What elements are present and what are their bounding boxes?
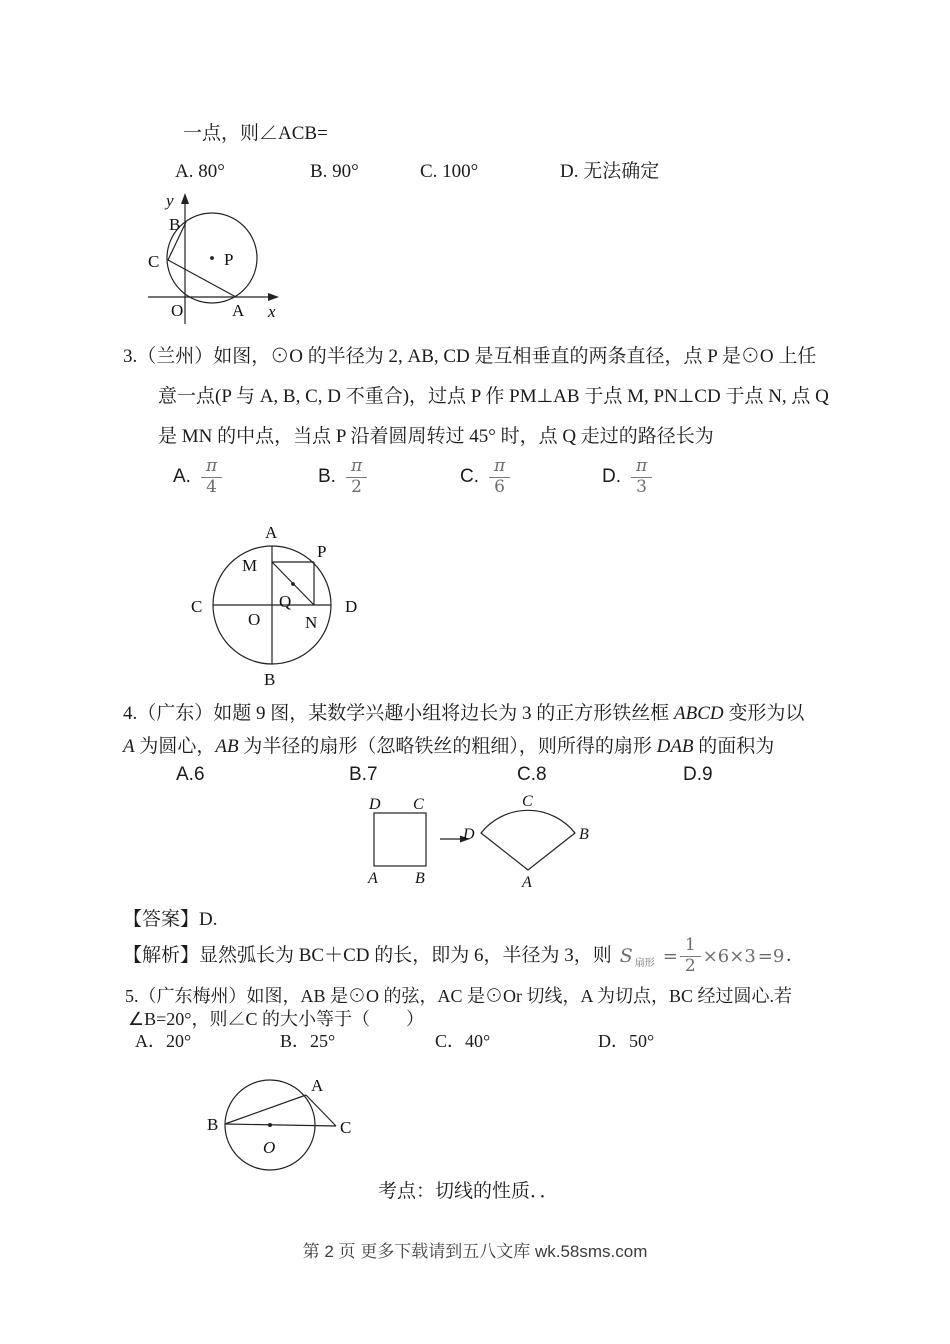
label-P: P	[317, 542, 327, 561]
q3-option-b-denominator: 2	[351, 476, 362, 497]
label-M: M	[242, 556, 258, 575]
q3-option-a-denominator: 4	[206, 476, 217, 497]
label-O: O	[263, 1138, 276, 1157]
label-square-C: C	[413, 796, 424, 813]
label-sector-D: D	[463, 826, 475, 843]
q4-line1-tail: 变形为以	[723, 703, 805, 724]
q4-line2-text3: 的面积为	[693, 736, 775, 757]
q3-option-c-numerator: π	[489, 458, 510, 478]
label-C: C	[148, 252, 160, 271]
q4-line2-text1: 为圆心，	[134, 736, 216, 757]
formula-subscript: 扇形	[634, 957, 655, 969]
q3-option-d-label: D.	[602, 466, 621, 488]
label-y-axis: y	[166, 191, 174, 210]
label-A: A	[232, 301, 245, 320]
analysis-line	[123, 932, 791, 980]
q4-option-a: A.6	[176, 764, 205, 785]
q3-line2: 意一点(P 与 A, B, C, D 不重合)，过点 P 作 PM⊥AB 于点 M, PN⊥CD 于点 N, 点 Q	[158, 386, 829, 407]
q3-line3: 是 MN 的中点，当点 P 沿着圆周转过 45° 时，点 Q 走过的路径长为	[158, 426, 714, 447]
q3-option-a	[173, 458, 222, 497]
exam-point-note: 考点：切线的性质．．	[378, 1181, 559, 1202]
label-B: B	[207, 1115, 219, 1134]
label-D: D	[345, 597, 358, 616]
formula-equals: =	[662, 945, 678, 967]
q3-option-d-numerator: π	[631, 458, 652, 478]
q4-line2-ab: AB	[215, 736, 239, 757]
diagram-tangent-circle	[205, 1062, 370, 1192]
q2-option-d: D. 无法确定	[560, 161, 660, 182]
diagram-perpendicular-diameters	[185, 518, 365, 693]
formula-result: =9	[757, 945, 785, 967]
q2-stem: 一点，则∠ACB=	[183, 123, 328, 144]
label-A: A	[265, 523, 278, 542]
q4-option-c: C.8	[517, 764, 547, 785]
analysis-prefix: 【解析】显然弧长为 BC＋CD 的长，即为 6，半径为 3，则	[123, 945, 612, 967]
label-square-A: A	[368, 870, 378, 887]
label-Q: Q	[279, 592, 292, 611]
q3-option-b-numerator: π	[346, 458, 367, 478]
q3-option-a-numerator: π	[201, 458, 222, 478]
label-A: A	[311, 1076, 324, 1095]
label-O: O	[248, 610, 261, 629]
q3-option-b	[318, 458, 367, 497]
label-B: B	[264, 670, 276, 689]
q2-option-a: A. 80°	[175, 161, 225, 182]
q3-option-c-denominator: 6	[494, 476, 505, 497]
q4-option-b: B.7	[349, 764, 378, 785]
q4-line2-a: A	[123, 736, 135, 757]
label-C: C	[191, 597, 203, 616]
label-O: O	[171, 301, 184, 320]
q4-option-d: D.9	[683, 764, 713, 785]
q4-line1-text: 4.（广东）如题 9 图，某数学兴趣小组将边长为 3 的正方形铁丝框	[123, 703, 675, 724]
label-x-axis: x	[268, 302, 276, 321]
q3-option-d-denominator: 3	[636, 476, 647, 497]
q5-option-a: A．20°	[135, 1031, 192, 1051]
midpoint-dot-Q	[291, 582, 295, 586]
label-C: C	[340, 1118, 352, 1137]
q5-option-c: C．40°	[435, 1031, 491, 1051]
q4-line2-dab: DAB	[656, 736, 694, 757]
q4-line2-text2: 为半径的扇形（忽略铁丝的粗细），则所得的扇形	[238, 736, 657, 757]
formula-S: S	[619, 945, 633, 967]
q3-option-c	[460, 458, 510, 497]
label-B: B	[169, 215, 181, 234]
label-sector-A: A	[522, 874, 532, 891]
formula-period: .	[786, 945, 792, 967]
answer-line: 【答案】D.	[123, 909, 218, 930]
formula-mul: ×6×3	[702, 945, 756, 967]
formula-denominator: 2	[684, 955, 696, 976]
q3-option-d	[602, 458, 652, 497]
formula-numerator: 1	[680, 937, 701, 957]
label-square-D: D	[369, 796, 381, 813]
q3-option-c-label: C.	[460, 466, 479, 488]
label-N: N	[305, 613, 318, 632]
q4-line1-abcd: ABCD	[674, 703, 724, 724]
label-P: P	[224, 250, 234, 269]
q3-line1: 3.（兰州）如图，⊙O 的半径为 2, AB, CD 是互相垂直的两条直径，点 P 是⊙O 上任	[123, 346, 817, 367]
label-square-B: B	[415, 870, 425, 887]
q3-option-a-label: A.	[173, 466, 191, 488]
q4-line2	[123, 735, 774, 759]
q5-line2: ∠B=20°，则∠C 的大小等于（ ）	[128, 1009, 424, 1029]
page-footer: 第 2 页 更多下载请到五八文库 wk.58sms.com	[302, 1242, 648, 1261]
q5-line1: 5.（广东梅州）如图，AB 是⊙O 的弦，AC 是⊙Or 切线，A 为切点，BC 经过圆心.若	[125, 986, 793, 1006]
q5-option-d: D．50°	[598, 1031, 655, 1051]
q2-option-c: C. 100°	[420, 161, 479, 182]
label-sector-C: C	[522, 793, 533, 810]
diagram-circle-axes	[140, 190, 300, 335]
q2-option-b: B. 90°	[310, 161, 359, 182]
center-dot-P	[210, 256, 214, 260]
label-sector-B: B	[579, 826, 589, 843]
diagram-square-to-sector	[360, 790, 600, 895]
q5-option-b: B．25°	[280, 1031, 336, 1051]
q4-line1	[123, 702, 804, 726]
q3-option-b-label: B.	[318, 466, 336, 488]
